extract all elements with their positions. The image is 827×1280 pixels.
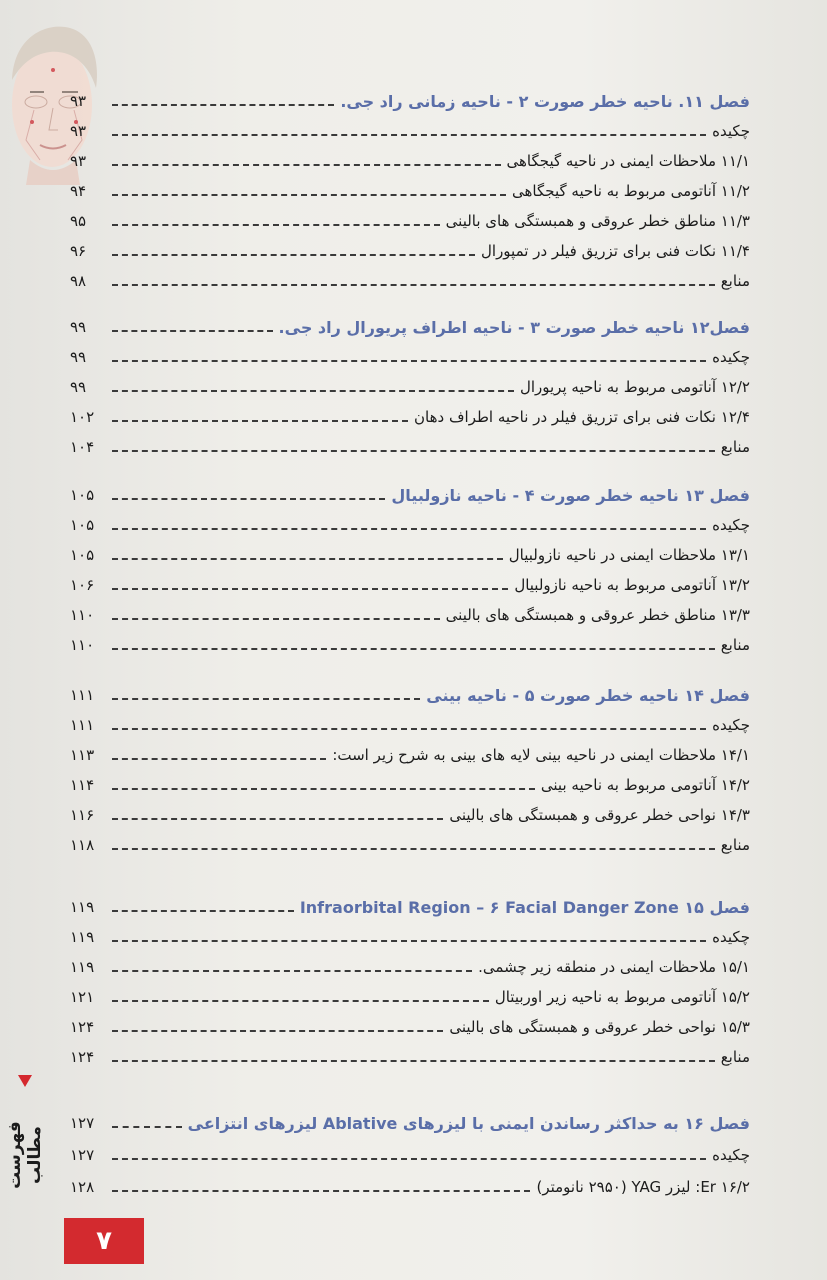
page-ref: ۱۱۱ [70,686,95,704]
toc-entry[interactable] [70,740,750,770]
page-ref: ۹۹ [70,348,87,366]
page-ref: ۱۱۰ [70,636,95,654]
dot-leader [112,284,715,286]
page-ref: ۹۵ [70,212,87,230]
toc-entry[interactable] [70,982,750,1012]
dot-leader [112,254,475,256]
chapter-title: فصل ۱۱. ناحیه خطر صورت ۲ - ناحیه زمانی راد جی. [340,91,750,111]
entry-text: چکیده [712,122,750,140]
dot-leader [112,528,706,530]
dot-leader [112,164,501,166]
toc-entry[interactable] [70,402,750,432]
entry-text: ۱۳/۲ آناتومی مربوط به ناحیه نازولبیال [514,576,750,594]
toc-entry[interactable] [70,176,750,206]
entry-text: ۱۴/۳ نواحی خطر عروقی و همبستگی های بالینی [449,806,750,824]
page-ref: ۱۱۶ [70,806,95,824]
page-ref: ۱۰۶ [70,576,95,594]
toc-entry[interactable] [70,432,750,462]
entry-text: منابع [720,1048,750,1066]
dot-leader [112,450,715,452]
page-ref: ۱۰۵ [70,516,95,534]
page-ref: ۱۱۹ [70,898,95,916]
toc-entry[interactable] [70,770,750,800]
toc-entry[interactable] [70,600,750,630]
entry-text: ۱۵/۱ ملاحظات ایمنی در منطقه زیر چشمی. [478,958,750,976]
page-ref: ۱۱۹ [70,928,95,946]
toc-entry[interactable] [70,1140,750,1170]
toc-entry[interactable] [70,710,750,740]
page-ref: ۱۲۸ [70,1178,95,1196]
dot-leader [112,390,514,392]
dot-leader [112,910,294,912]
chapter-title-row[interactable] [70,312,750,342]
page-ref: ۹۳ [70,92,87,110]
dot-leader [112,134,706,136]
toc-entry[interactable] [70,1012,750,1042]
entry-text: ۱۵/۳ نواحی خطر عروقی و همبستگی های بالینی [449,1018,750,1036]
entry-text: چکیده [712,928,750,946]
chapter-title: فصل۱۲ ناحیه خطر صورت ۳ - ناحیه اطراف پریورال راد جی. [278,317,750,337]
dot-leader [112,1126,182,1128]
dot-leader [112,588,508,590]
entry-text: منابع [720,636,750,654]
page-ref: ۱۲۷ [70,1146,95,1164]
dot-leader [112,1030,443,1032]
dot-leader [112,940,706,942]
dot-leader [112,1060,715,1062]
section-side-tab [5,1075,45,1225]
dot-leader [112,360,706,362]
toc-entry[interactable] [70,1172,750,1202]
page-ref: ۹۳ [70,152,87,170]
toc-entry[interactable] [70,570,750,600]
page-ref: ۱۲۴ [70,1018,95,1036]
page-ref: ۱۲۱ [70,988,95,1006]
entry-text: چکیده [712,516,750,534]
page-ref: ۹۴ [70,182,87,200]
dot-leader [112,104,334,106]
toc-entry[interactable] [70,830,750,860]
entry-text: منابع [720,836,750,854]
dot-leader [112,224,440,226]
toc-entry[interactable] [70,116,750,146]
page-number-badge: ۷ [64,1218,144,1264]
dot-leader [112,758,326,760]
dot-leader [112,728,706,730]
entry-text: ۱۵/۲ آناتومی مربوط به ناحیه زیر اوربیتال [494,988,750,1006]
entry-text: ۱۳/۳ مناطق خطر عروقی و همبستگی های بالینی [445,606,750,624]
page-ref: ۱۲۴ [70,1048,95,1066]
chapter-title-row[interactable] [70,680,750,710]
page-ref: ۱۱۱ [70,716,95,734]
entry-text: ۱۱/۴ نکات فنی برای تزریق فیلر در تمپورال [481,242,750,260]
toc-entry[interactable] [70,800,750,830]
entry-text: ۱۱/۱ ملاحظات ایمنی در ناحیه گیجگاهی [506,152,750,170]
entry-text: ۱۱/۲ آناتومی مربوط به ناحیه گیجگاهی [512,182,750,200]
chapter-title: فصل ۱۳ ناحیه خطر صورت ۴ - ناحیه نازولبیال [391,485,750,505]
dot-leader [112,1190,530,1192]
entry-text: ۱۲/۴ نکات فنی برای تزریق فیلر در ناحیه اطراف دهان [414,408,750,426]
page-ref: ۱۱۸ [70,836,95,854]
toc-entry[interactable] [70,342,750,372]
chapter-title: فصل ۱۴ ناحیه خطر صورت ۵ - ناحیه بینی [426,685,750,705]
entry-text: ۱۶/۲ Er: لیزر YAG (۲۹۵۰ نانومتر) [536,1178,750,1196]
entry-text: ۱۴/۱ ملاحظات ایمنی در ناحیه بینی لایه های بینی به شرح زیر است: [332,746,750,764]
dot-leader [112,558,503,560]
dot-leader [112,618,440,620]
page-ref: ۱۰۵ [70,486,95,504]
toc-entry[interactable] [70,952,750,982]
dot-leader [112,848,715,850]
dot-leader [112,194,506,196]
entry-text: منابع [720,438,750,456]
page-ref: ۱۰۴ [70,438,95,456]
side-tab-label: فهرست مطالب [5,1121,45,1189]
dot-leader [112,788,535,790]
page-ref: ۱۱۴ [70,776,95,794]
page-ref: ۱۱۰ [70,606,95,624]
toc-entry[interactable] [70,146,750,176]
toc-entry[interactable] [70,630,750,660]
dot-leader [112,818,443,820]
dot-leader [112,498,385,500]
page-ref: ۹۹ [70,318,87,336]
entry-text: چکیده [712,716,750,734]
toc-entry[interactable] [70,266,750,296]
toc-entry[interactable] [70,540,750,570]
toc-entry[interactable] [70,372,750,402]
page-ref: ۹۶ [70,242,87,260]
chapter-title: فصل ۱۶ به حداکثر رساندن ایمنی با لیزرهای Ablative لیزرهای انتزاعی [187,1113,750,1133]
triangle-marker-icon [18,1075,32,1087]
entry-text: ۱۱/۳ مناطق خطر عروقی و همبستگی های بالینی [445,212,750,230]
dot-leader [112,330,273,332]
page-ref: ۹۸ [70,272,87,290]
dot-leader [112,698,420,700]
toc-entry[interactable] [70,206,750,236]
page-ref: ۱۰۵ [70,546,95,564]
chapter-title-row[interactable] [70,1108,750,1138]
page-ref: ۹۹ [70,378,87,396]
toc-entry[interactable] [70,510,750,540]
entry-text: منابع [720,272,750,290]
page-ref: ۱۱۹ [70,958,95,976]
toc-entry[interactable] [70,922,750,952]
entry-text: چکیده [712,348,750,366]
chapter-title-row[interactable] [70,892,750,922]
dot-leader [112,970,472,972]
chapter-title-row[interactable] [70,86,750,116]
page-ref: ۱۱۳ [70,746,95,764]
toc-entry[interactable] [70,236,750,266]
entry-text: ۱۲/۲ آناتومی مربوط به ناحیه پریورال [519,378,750,396]
toc-entry[interactable] [70,1042,750,1072]
entry-text: ۱۴/۲ آناتومی مربوط به ناحیه بینی [540,776,750,794]
dot-leader [112,1000,489,1002]
entry-text: چکیده [712,1146,750,1164]
entry-text: ۱۳/۱ ملاحظات ایمنی در ناحیه نازولبیال [508,546,750,564]
dot-leader [112,1158,706,1160]
page-ref: ۱۲۷ [70,1114,95,1132]
dot-leader [112,420,408,422]
page-ref: ۱۰۲ [70,408,95,426]
page-ref: ۹۳ [70,122,87,140]
chapter-title: فصل ۱۵ Infraorbital Region – ۶ Facial Danger Zone [299,897,750,917]
dot-leader [112,648,715,650]
chapter-title-row[interactable] [70,480,750,510]
